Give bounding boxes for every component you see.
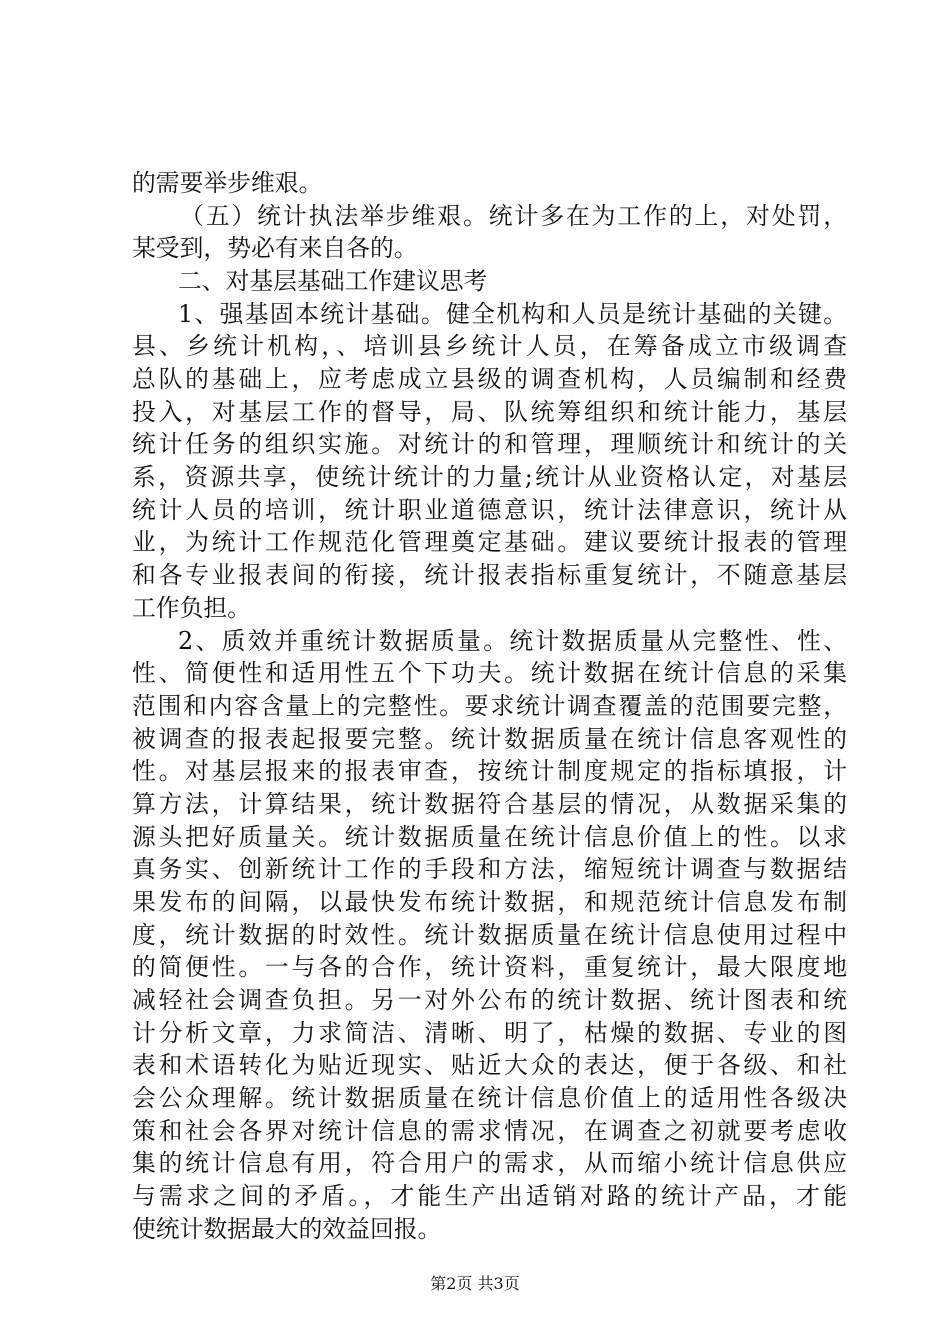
text-line: 业，为统计工作规范化管理奠定基础。建议要统计报表的管理 [132, 528, 847, 556]
text-line: 减轻社会调查负担。另一对外公布的统计数据、统计图表和统 [132, 986, 847, 1014]
text-line: 策和社会各界对统计信息的需求情况，在调查之初就要考虑收 [132, 1117, 847, 1145]
text-line: 县、乡统计机构，、培训县乡统计人员，在筹备成立市级调查 [132, 332, 847, 360]
text-line: 2、质效并重统计数据质量。统计数据质量从完整性、性、 [178, 627, 847, 655]
text-line: 性、简便性和适用性五个下功夫。统计数据在统计信息的采集 [132, 659, 847, 687]
text-line: 度，统计数据的时效性。统计数据质量在统计信息使用过程中 [132, 921, 847, 949]
text-line: （五）统计执法举步维艰。统计多在为工作的上，对处罚， [180, 202, 847, 230]
text-line: 和各专业报表间的衔接，统计报表指标重复统计，不随意基层 [132, 561, 847, 589]
text-line: 算方法，计算结果，统计数据符合基层的情况，从数据采集的 [132, 790, 847, 818]
text-line: 源头把好质量关。统计数据质量在统计信息价值上的性。以求 [132, 823, 847, 851]
text-line: 范围和内容含量上的完整性。要求统计调查覆盖的范围要完整， [132, 692, 847, 720]
section-heading: 二、对基层基础工作建议思考 [178, 267, 488, 295]
text-line: 工作负担。 [132, 594, 251, 622]
text-line: 表和术语转化为贴近现实、贴近大众的表达，便于各级、和社 [132, 1051, 847, 1079]
text-line: 会公众理解。统计数据质量在统计信息价值上的适用性各级决 [132, 1084, 847, 1112]
text-line: 性。对基层报来的报表审查，按统计制度规定的指标填报，计 [132, 757, 847, 785]
text-line: 总队的基础上，应考虑成立县级的调查机构，人员编制和经费 [132, 365, 847, 393]
text-line: 投入，对基层工作的督导，局、队统筹组织和统计能力，基层 [132, 398, 847, 426]
text-line: 1、强基固本统计基础。健全机构和人员是统计基础的关键。 [178, 300, 847, 328]
text-line: 果发布的间隔，以最快发布统计数据，和规范统计信息发布制 [132, 888, 847, 916]
text-line: 计分析文章，力求简洁、清晰、明了，枯燥的数据、专业的图 [132, 1019, 847, 1047]
text-line: 真务实、创新统计工作的手段和方法，缩短统计调查与数据结 [132, 855, 847, 883]
text-line: 集的统计信息有用，符合用户的需求，从而缩小统计信息供应 [132, 1149, 847, 1177]
text-line: 的需要举步维艰。 [132, 169, 323, 197]
text-line: 统计人员的培训，统计职业道德意识，统计法律意识，统计从 [132, 496, 847, 524]
text-line: 统计任务的组织实施。对统计的和管理，理顺统计和统计的关 [132, 430, 847, 458]
text-line: 的简便性。一与各的合作，统计资料，重复统计，最大限度地 [132, 953, 847, 981]
text-line: 被调查的报表起报要完整。统计数据质量在统计信息客观性的 [132, 725, 847, 753]
text-line: 系，资源共享，使统计统计的力量;统计从业资格认定，对基层 [132, 463, 847, 491]
text-line: 某受到，势必有来自各的。 [132, 234, 418, 262]
text-line: 使统计数据最大的效益回报。 [132, 1215, 442, 1243]
page-footer: 第2页 共3页 [430, 1274, 520, 1293]
text-line: 与需求之间的矛盾。，才能生产出适销对路的统计产品，才能 [132, 1182, 847, 1210]
